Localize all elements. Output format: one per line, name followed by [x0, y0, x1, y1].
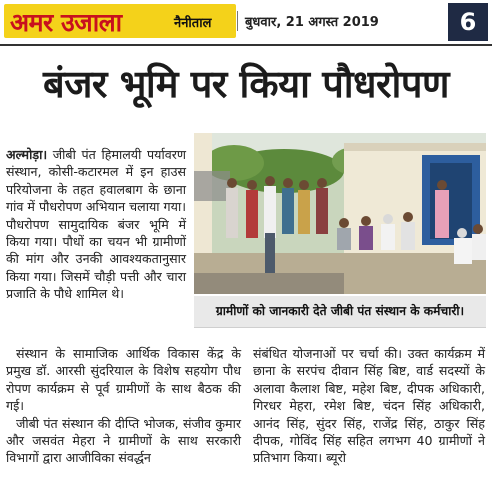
newspaper-name: अमर उजाला	[10, 8, 122, 37]
article-paragraph: जीबी पंत संस्थान की दीप्ति भोजक, संजीव कुमार और जसवंत मेहरा ने ग्रामीणों के साथ सरकारी विभागों द्वारा आजीविका संवर्द्धन	[6, 415, 241, 466]
masthead	[0, 0, 492, 46]
masthead-rule	[0, 44, 492, 46]
article-headline: बंजर भूमि पर किया पौधरोपण	[43, 61, 449, 106]
article-photo	[194, 133, 486, 294]
lead-paragraph: जीबी पंत हिमालयी पर्यावरण संस्थान, कोसी-कटारमल में इन हाउस परियोजना के तहत हवालबाग के छाना गांव में पौधरोपण अभियान चलाया गया। पौधरोपण सामुदायिक बंजर भूमि में किया गया। पौधों का चयन भी ग्रामीणों की मांग और उनकी आवश्यकतानुसार किया गया। जिसमें चौड़ी पत्ती और चारा प्रजाति के पौधे शामिल थे।	[6, 147, 186, 302]
issue-date: बुधवार, 21 अगस्त 2019	[245, 15, 379, 30]
photo-caption: ग्रामीणों को जानकारी देते जीबी पंत संस्थान के कर्मचारी।	[194, 296, 486, 328]
newspaper-logo	[4, 4, 236, 38]
lead-column	[6, 146, 186, 303]
body-column-left	[6, 345, 241, 467]
photo-illustration	[194, 133, 486, 294]
article-dateline: अल्मोड़ा।	[6, 147, 48, 162]
edition-city: नैनीताल	[174, 16, 212, 31]
body-column-right	[253, 345, 485, 467]
article-paragraph: संबंधित योजनाओं पर चर्चा की। उक्त कार्यक्रम में छाना के सरपंच दीवान सिंह बिष्ट, वार्ड सदस्यों के अलावा कैलाश बिष्ट, महेश बिष्ट, दीपक अधिकारी, गिरधर मेहरा, रमेश बिष्ट, चंदन सिंह अधिकारी, आनंद सिंह, सुंदर सिंह, राजेंद्र सिंह, ठाकुर सिंह दीपक, गोविंद सिंह सहित लगभग 40 ग्रामीणों ने प्रतिभाग किया। ब्यूरो	[253, 346, 485, 466]
page-number: 6	[448, 3, 488, 41]
article-paragraph: संस्थान के सामाजिक आर्थिक विकास केंद्र के प्रमुख डॉ. आरसी सुंदरियाल के विशेष सहयोग पौध रोपण कार्यक्रम से पूर्व ग्रामीणों के साथ बैठक की गई।	[6, 346, 241, 414]
masthead-divider	[237, 11, 238, 31]
